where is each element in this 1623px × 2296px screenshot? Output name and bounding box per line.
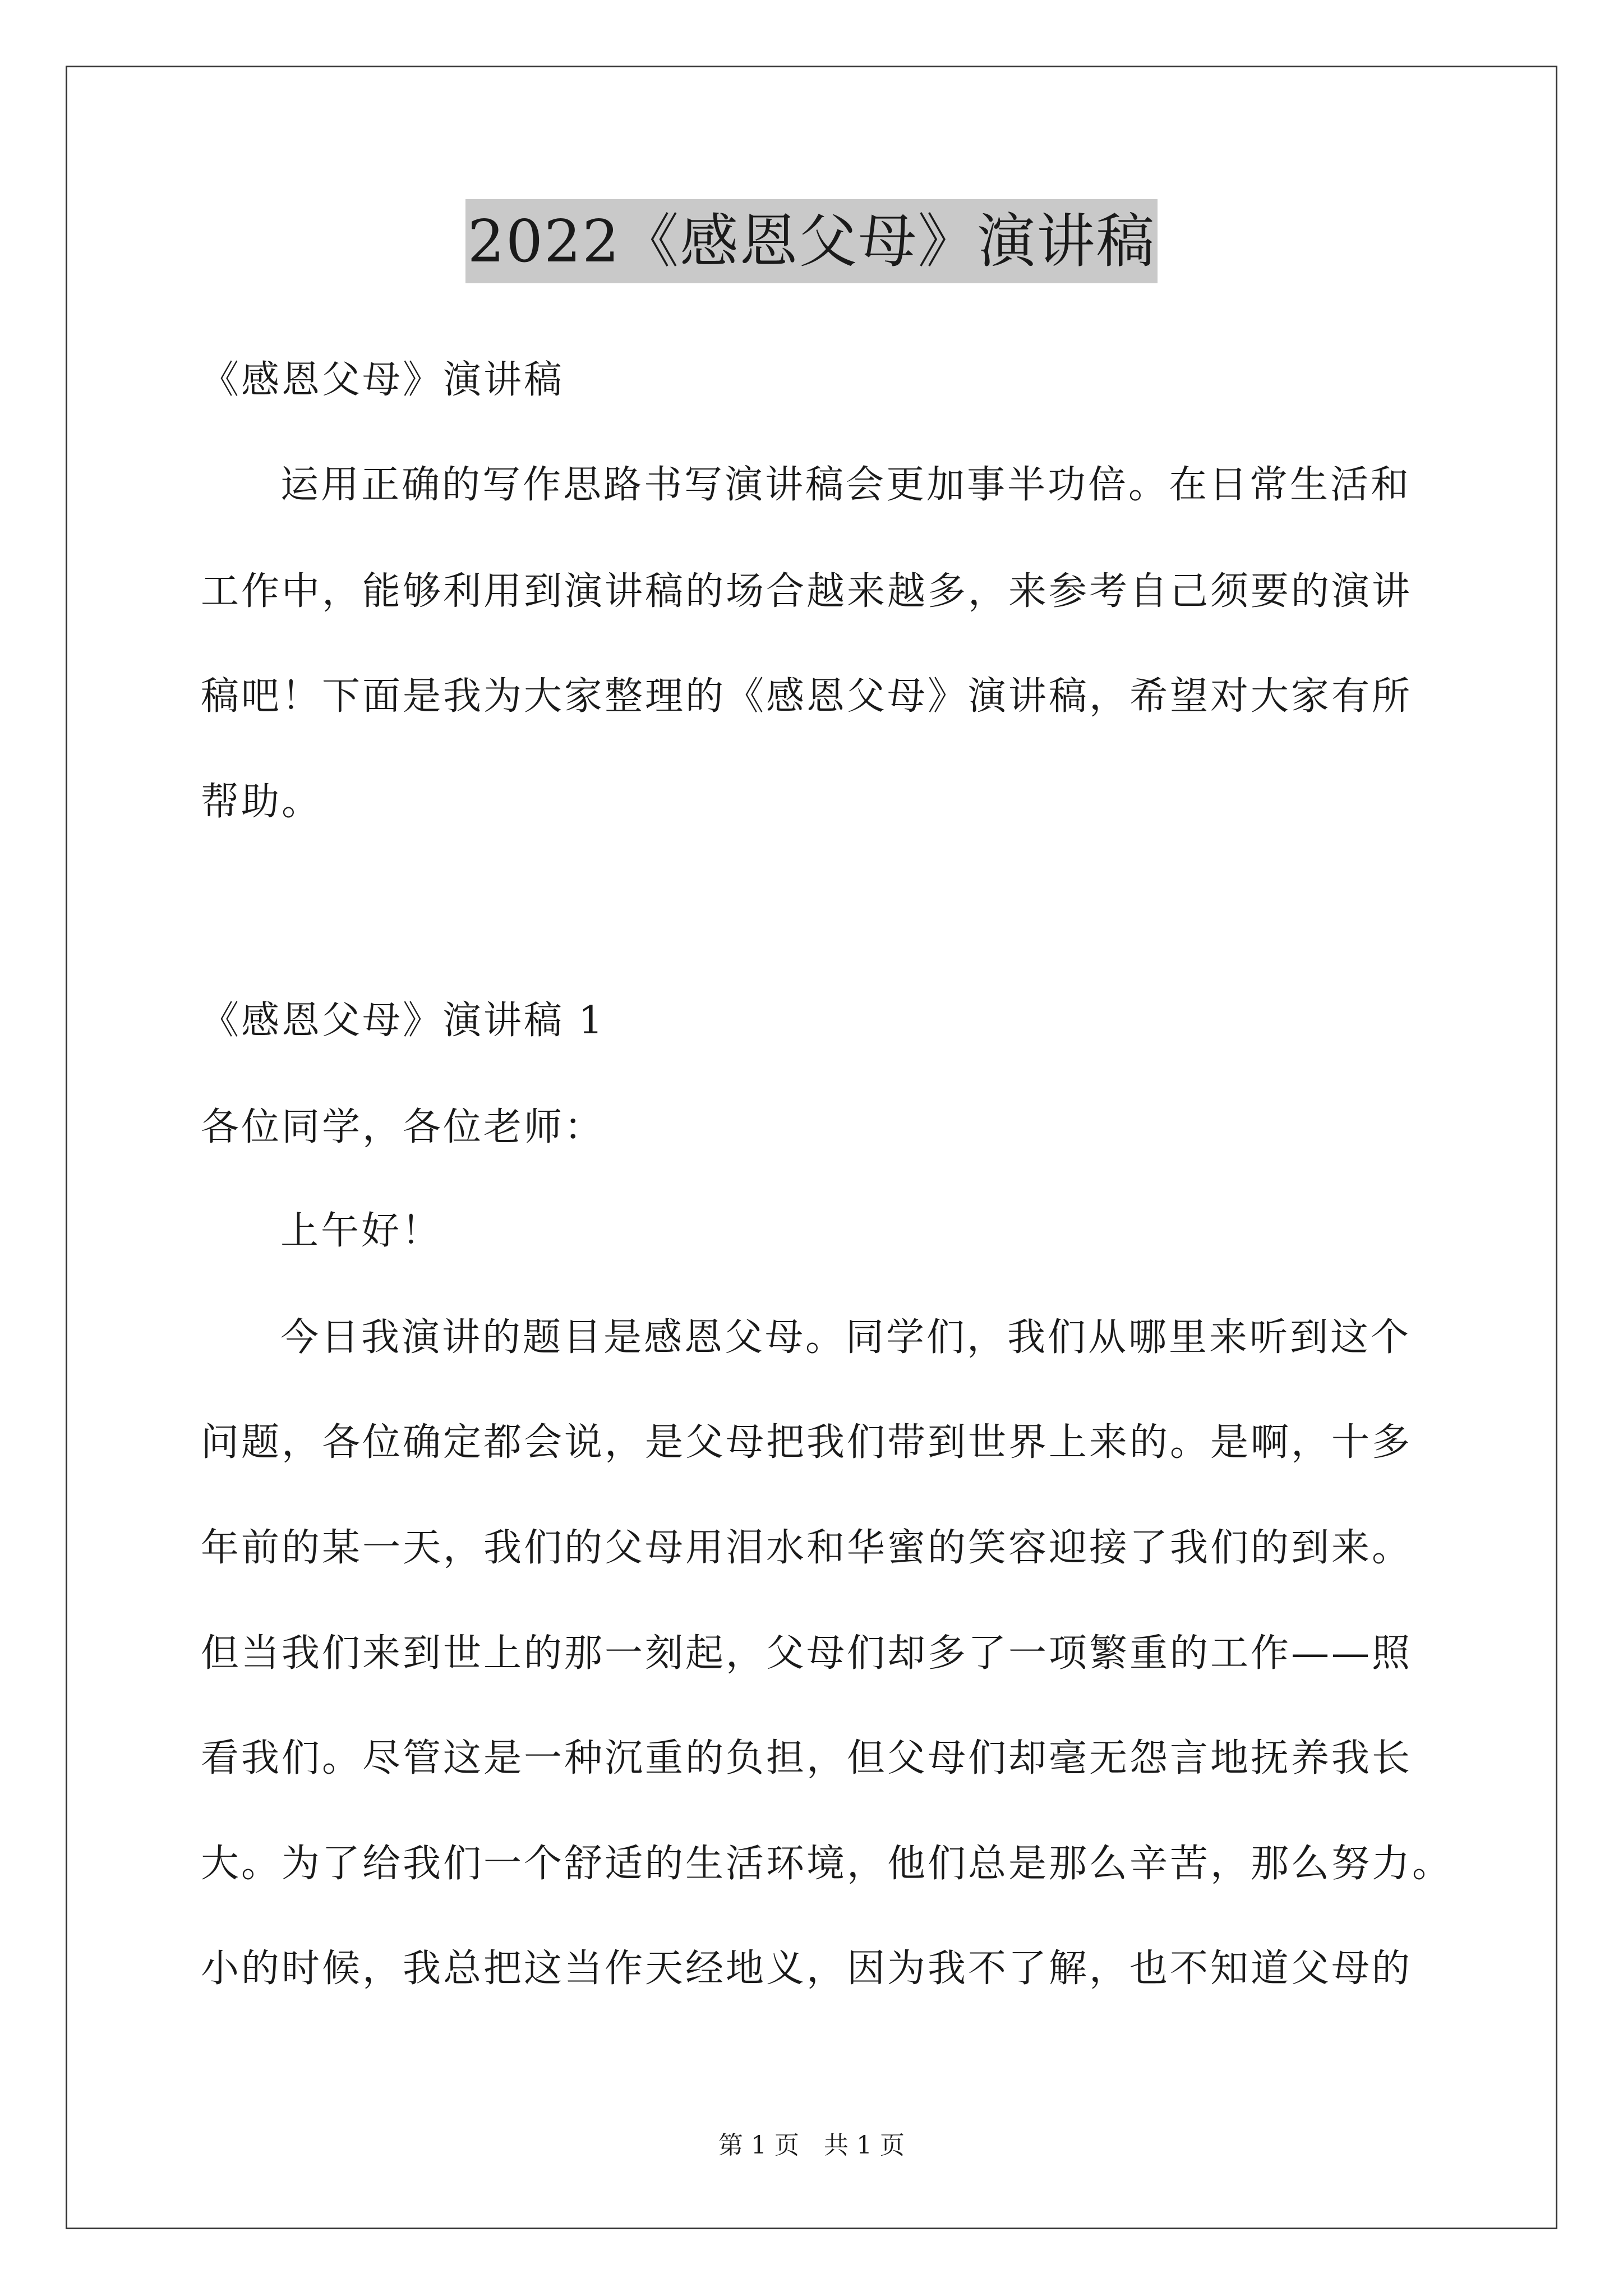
body-line: 但当我们来到世上的那一刻起，父母们却多了一项繁重的工作——照 bbox=[201, 1631, 1413, 1676]
document-title: 2022《感恩父母》演讲稿 bbox=[465, 199, 1158, 283]
intro-line: 稿吧！下面是我为大家整理的《感恩父母》演讲稿，希望对大家有所 bbox=[201, 674, 1413, 719]
greeting: 上午好！ bbox=[280, 1209, 442, 1253]
body-line: 问题，各位确定都会说，是父母把我们带到世界上来的。是啊，十多 bbox=[201, 1420, 1413, 1465]
body-line: 年前的某一天，我们的父母用泪水和华蜜的笑容迎接了我们的到来。 bbox=[201, 1526, 1413, 1570]
body-line: 小的时候，我总把这当作天经地义，因为我不了解，也不知道父母的 bbox=[201, 1947, 1413, 1991]
subtitle: 《感恩父母》演讲稿 bbox=[201, 358, 565, 402]
body-line: 看我们。尽管这是一种沉重的负担，但父母们却毫无怨言地抚养我长 bbox=[201, 1736, 1413, 1780]
body-line: 今日我演讲的题目是感恩父母。同学们，我们从哪里来听到这个 bbox=[280, 1315, 1412, 1360]
intro-line: 工作中，能够利用到演讲稿的场合越来越多，来参考自己须要的演讲 bbox=[201, 569, 1413, 614]
salutation: 各位同学，各位老师： bbox=[201, 1105, 605, 1149]
intro-line: 帮助。 bbox=[201, 780, 322, 824]
title-container bbox=[0, 199, 1623, 283]
intro-line: 运用正确的写作思路书写演讲稿会更加事半功倍。在日常生活和 bbox=[280, 463, 1412, 507]
section-heading: 《感恩父母》演讲稿 1 bbox=[201, 999, 605, 1043]
body-line: 大。为了给我们一个舒适的生活环境，他们总是那么辛苦，那么努力。 bbox=[201, 1842, 1453, 1886]
page-footer: 第 1 页 共 1 页 bbox=[718, 2131, 905, 2160]
